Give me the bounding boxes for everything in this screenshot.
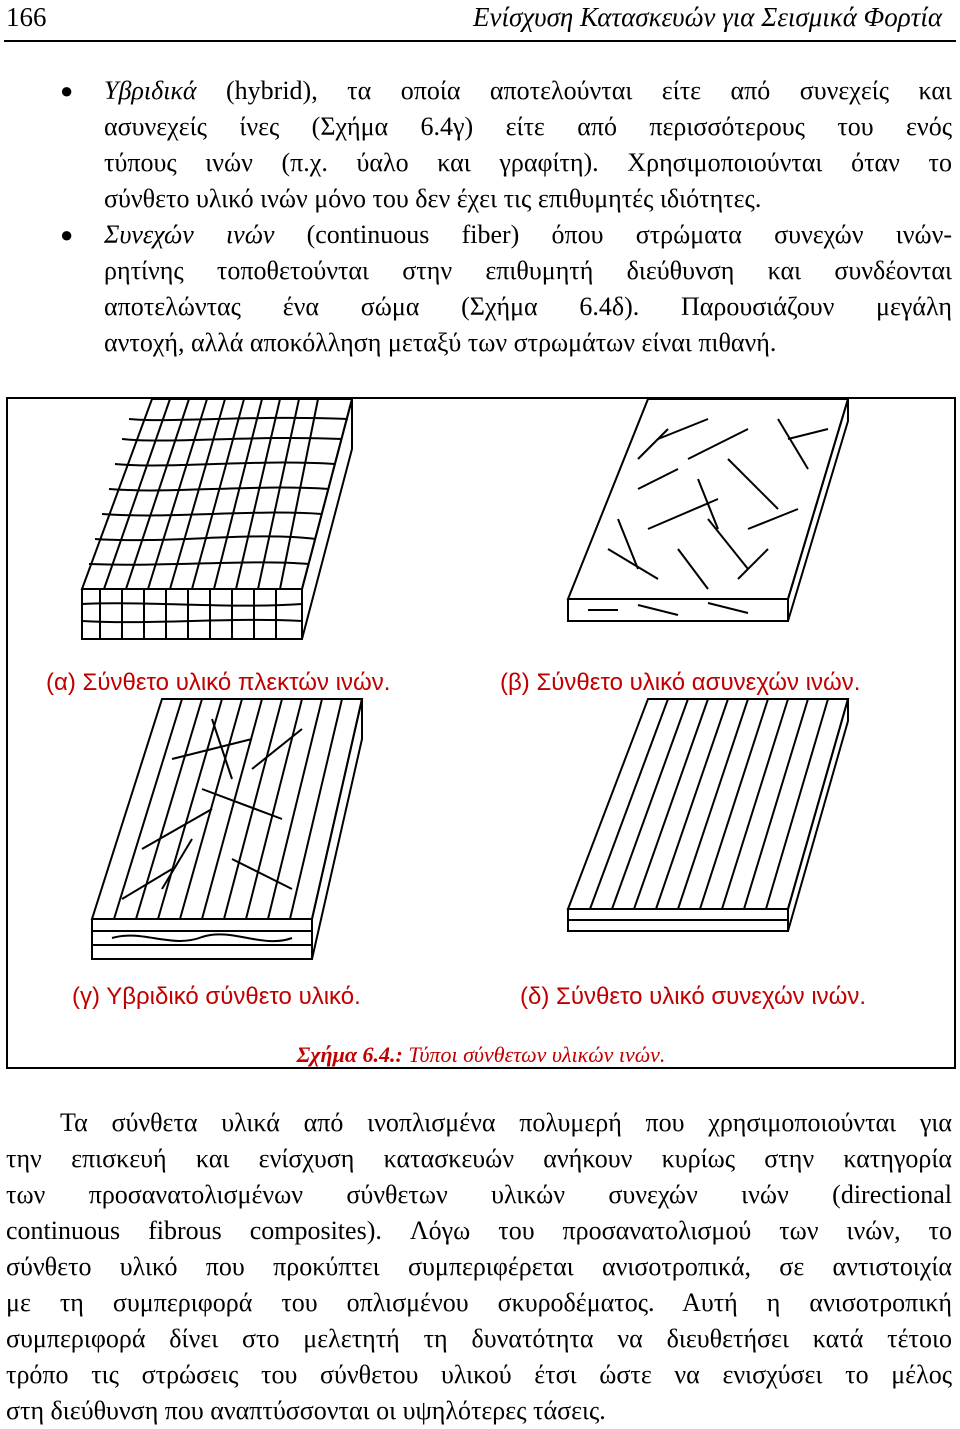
discontinuous-composite-drawing — [548, 399, 960, 659]
text-line: τύπους ινών (π.χ. ύαλο και γραφίτη). Χρησιμοποιούνται όταν το — [104, 148, 952, 177]
continuous-composite-drawing — [548, 699, 960, 969]
figure-caption — [8, 1042, 954, 1068]
text-line: ασυνεχείς ίνες (Σχήμα 6.4γ) είτε από περισσότερους του ενός — [104, 112, 952, 141]
text-line: των προσανατολισμένων σύνθετων υλικών συνεχών ινών (directional — [6, 1180, 952, 1209]
figure-title: Τύποι σύνθετων υλικών ινών. — [402, 1042, 666, 1067]
text-line: τρόπο τις στρώσεις του σύνθετου υλικού έτσι ώστε να ενισχύσει το μέλος — [6, 1360, 952, 1389]
caption-b: (β) Σύνθετο υλικό ασυνεχών ινών. — [500, 669, 861, 696]
text-line: ρητίνης τοποθετούνται στην επιθυμητή διεύθυνση και συνδέονται — [104, 256, 952, 285]
text-line: σύνθετο υλικό που προκύπτει συμπεριφέρεται ανισοτροπικά, σε αντιστοιχία — [6, 1252, 952, 1281]
hybrid-composite-drawing — [52, 699, 472, 969]
caption-a: (α) Σύνθετο υλικό πλεκτών ινών. — [46, 669, 391, 696]
text-line: συμπεριφορά δίνει στο μελετητή τη δυνατότητα να διευθετήσει κατά τέτοιο — [6, 1324, 952, 1353]
page-number: 166 — [6, 2, 47, 32]
bullet-term: Υβριδικά — [104, 76, 197, 105]
running-title: Ενίσχυση Κατασκευών για Σεισμικά Φορτία — [473, 2, 942, 32]
bullet-hybrid: ● Υβριδικά (hybrid), τα οποία αποτελούνται είτε από συνεχείς και ασυνεχείς ίνες (Σχήμα 6.4γ) είτε από περισσότερους του ενός τύπους ινών (π.χ. ύαλο και γραφίτη). Χρησιμοποιούνται όταν το σύνθετο υλικό ινών μόνο του δεν έχει τις επιθυμητές ιδιότητες. — [104, 73, 952, 217]
caption-c: (γ) Υβριδικό σύνθετο υλικό. — [72, 983, 361, 1010]
text-line: αντοχή, αλλά αποκόλληση μεταξύ των στρωμάτων είναι πιθανή. — [104, 328, 777, 357]
caption-d: (δ) Σύνθετο υλικό συνεχών ινών. — [520, 983, 867, 1010]
text-line: με τη συμπεριφορά του οπλισμένου σκυροδέματος. Αυτή η ανισοτροπική — [6, 1288, 952, 1317]
figure-label: Σχήμα 6.4.: — [296, 1042, 403, 1067]
bullet-icon: ● — [60, 222, 74, 247]
figure-6-4 — [6, 397, 956, 1069]
page-header — [0, 0, 960, 40]
text-line: continuous fibrous composites). Λόγω του προσανατολισμού των ινών, το — [6, 1216, 952, 1245]
bullet-icon: ● — [60, 78, 74, 103]
header-rule — [4, 40, 956, 42]
text-line: αποτελώντας ένα σώμα (Σχήμα 6.4δ). Παρουσιάζουν μεγάλη — [104, 292, 952, 321]
bullet-continuous: ● Συνεχών ινών (continuous fiber) όπου στρώματα συνεχών ινών- ρητίνης τοποθετούνται στην επιθυμητή διεύθυνση και συνδέονται αποτελώντας ένα σώμα (Σχήμα 6.4δ). Παρουσιάζουν μεγάλη αντοχή, αλλά αποκόλληση μεταξύ των στρωμάτων είναι πιθανή. — [104, 217, 952, 361]
bullet-term: Συνεχών ινών — [104, 220, 275, 249]
text-line: στη διεύθυνση που αναπτύσσονται οι υψηλότερες τάσεις. — [6, 1396, 606, 1425]
text-line: σύνθετο υλικό ινών μόνο του δεν έχει τις επιθυμητές ιδιότητες. — [104, 184, 762, 213]
body-paragraph — [6, 1105, 952, 1429]
text-line: Τα σύνθετα υλικά από ινοπλισμένα πολυμερή που χρησιμοποιούνται για — [60, 1108, 952, 1137]
text-line: την επισκευή και ενίσχυση κατασκευών ανήκουν κυρίως στην κατηγορία — [6, 1144, 952, 1173]
woven-composite-drawing — [52, 399, 472, 659]
